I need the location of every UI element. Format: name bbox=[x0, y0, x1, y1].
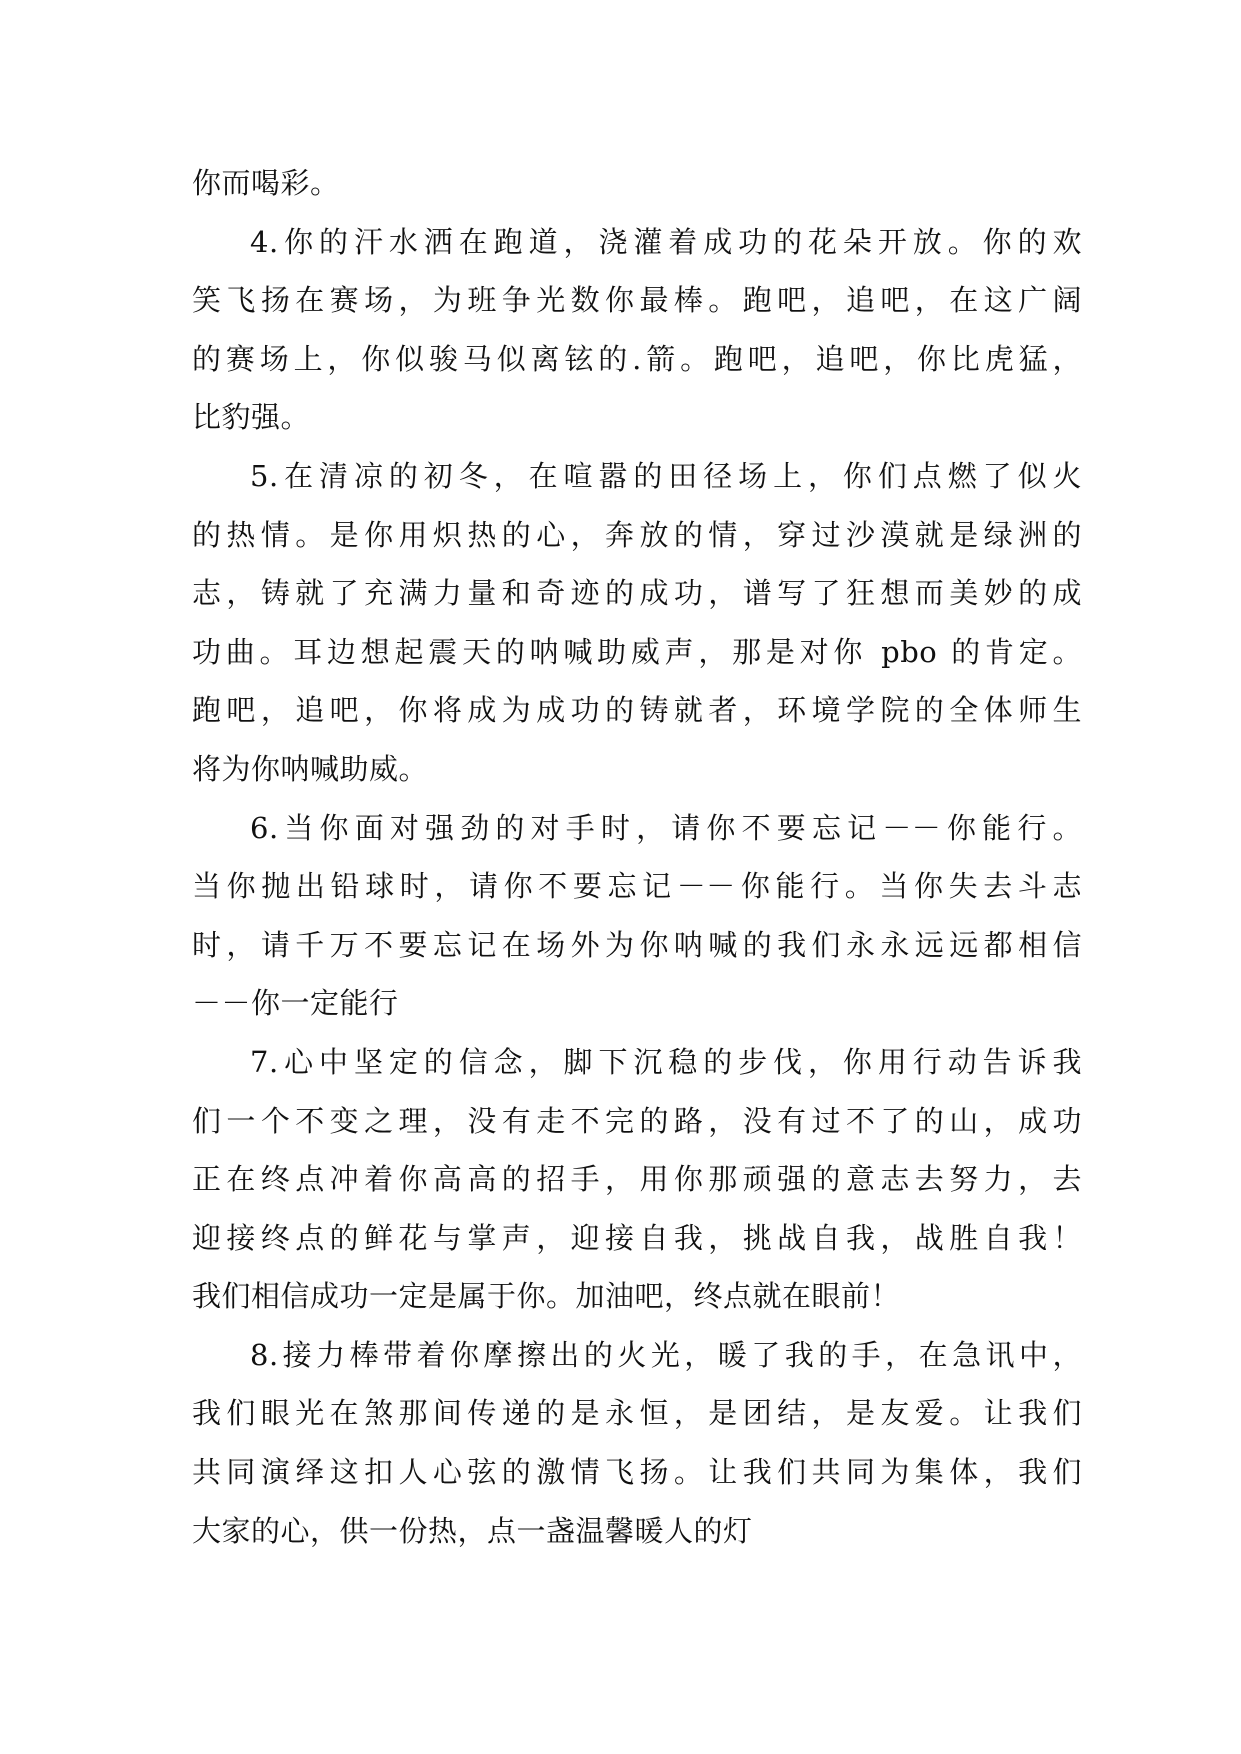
text-line: 时，请千万不要忘记在场外为你呐喊的我们永永远远都相信 bbox=[192, 927, 1082, 962]
text-line: 8.接力棒带着你摩擦出的火光，暖了我的手，在急讯中， bbox=[250, 1337, 1082, 1372]
text-line: 跑吧，追吧，你将成为成功的铸就者，环境学院的全体师生 bbox=[192, 693, 1082, 728]
text-line: 迎接终点的鲜花与掌声，迎接自我，挑战自我，战胜自我！ bbox=[192, 1220, 1082, 1255]
text-line: 的赛场上，你似骏马似离铉的.箭。跑吧，追吧，你比虎猛， bbox=[192, 341, 1082, 376]
text-line: 我们相信成功一定是属于你。加油吧，终点就在眼前！ bbox=[192, 1279, 901, 1314]
text-line: 6.当你面对强劲的对手时，请你不要忘记－－你能行。 bbox=[250, 810, 1082, 845]
text-line: 功曲。耳边想起震天的呐喊助威声，那是对你 pbo 的肯定。 bbox=[192, 634, 1082, 669]
text-line: 7.心中坚定的信念，脚下沉稳的步伐，你用行动告诉我 bbox=[250, 1044, 1082, 1079]
text-line: 5.在清凉的初冬，在喧嚣的田径场上，你们点燃了似火 bbox=[250, 458, 1082, 493]
document-body bbox=[192, 154, 1082, 1560]
text-line: 笑飞扬在赛场，为班争光数你最棒。跑吧，追吧，在这广阔 bbox=[192, 283, 1082, 318]
text-line: 当你抛出铅球时，请你不要忘记－－你能行。当你失去斗志 bbox=[192, 869, 1082, 904]
text-line: 4.你的汗水洒在跑道，浇灌着成功的花朵开放。你的欢 bbox=[250, 224, 1082, 259]
text-line: 将为你呐喊助威。 bbox=[192, 751, 429, 786]
text-line: 比豹强。 bbox=[192, 400, 311, 435]
text-line: 我们眼光在煞那间传递的是永恒，是团结，是友爱。让我们 bbox=[192, 1396, 1082, 1431]
text-line: 们一个不变之理，没有走不完的路，没有过不了的山，成功 bbox=[192, 1103, 1082, 1138]
text-line: 你而喝彩。 bbox=[192, 166, 340, 200]
text-line: 的热情。是你用炽热的心，奔放的情，穿过沙漠就是绿洲的 bbox=[192, 517, 1082, 552]
text-line: －－你一定能行 bbox=[192, 986, 399, 1021]
text-line: 正在终点冲着你高高的招手，用你那顽强的意志去努力，去 bbox=[192, 1162, 1082, 1197]
text-line: 共同演绎这扣人心弦的激情飞扬。让我们共同为集体，我们 bbox=[192, 1455, 1082, 1490]
text-line: 志，铸就了充满力量和奇迹的成功，谱写了狂想而美妙的成 bbox=[192, 576, 1082, 611]
text-line: 大家的心，供一份热，点一盏温馨暖人的灯 bbox=[192, 1513, 753, 1548]
